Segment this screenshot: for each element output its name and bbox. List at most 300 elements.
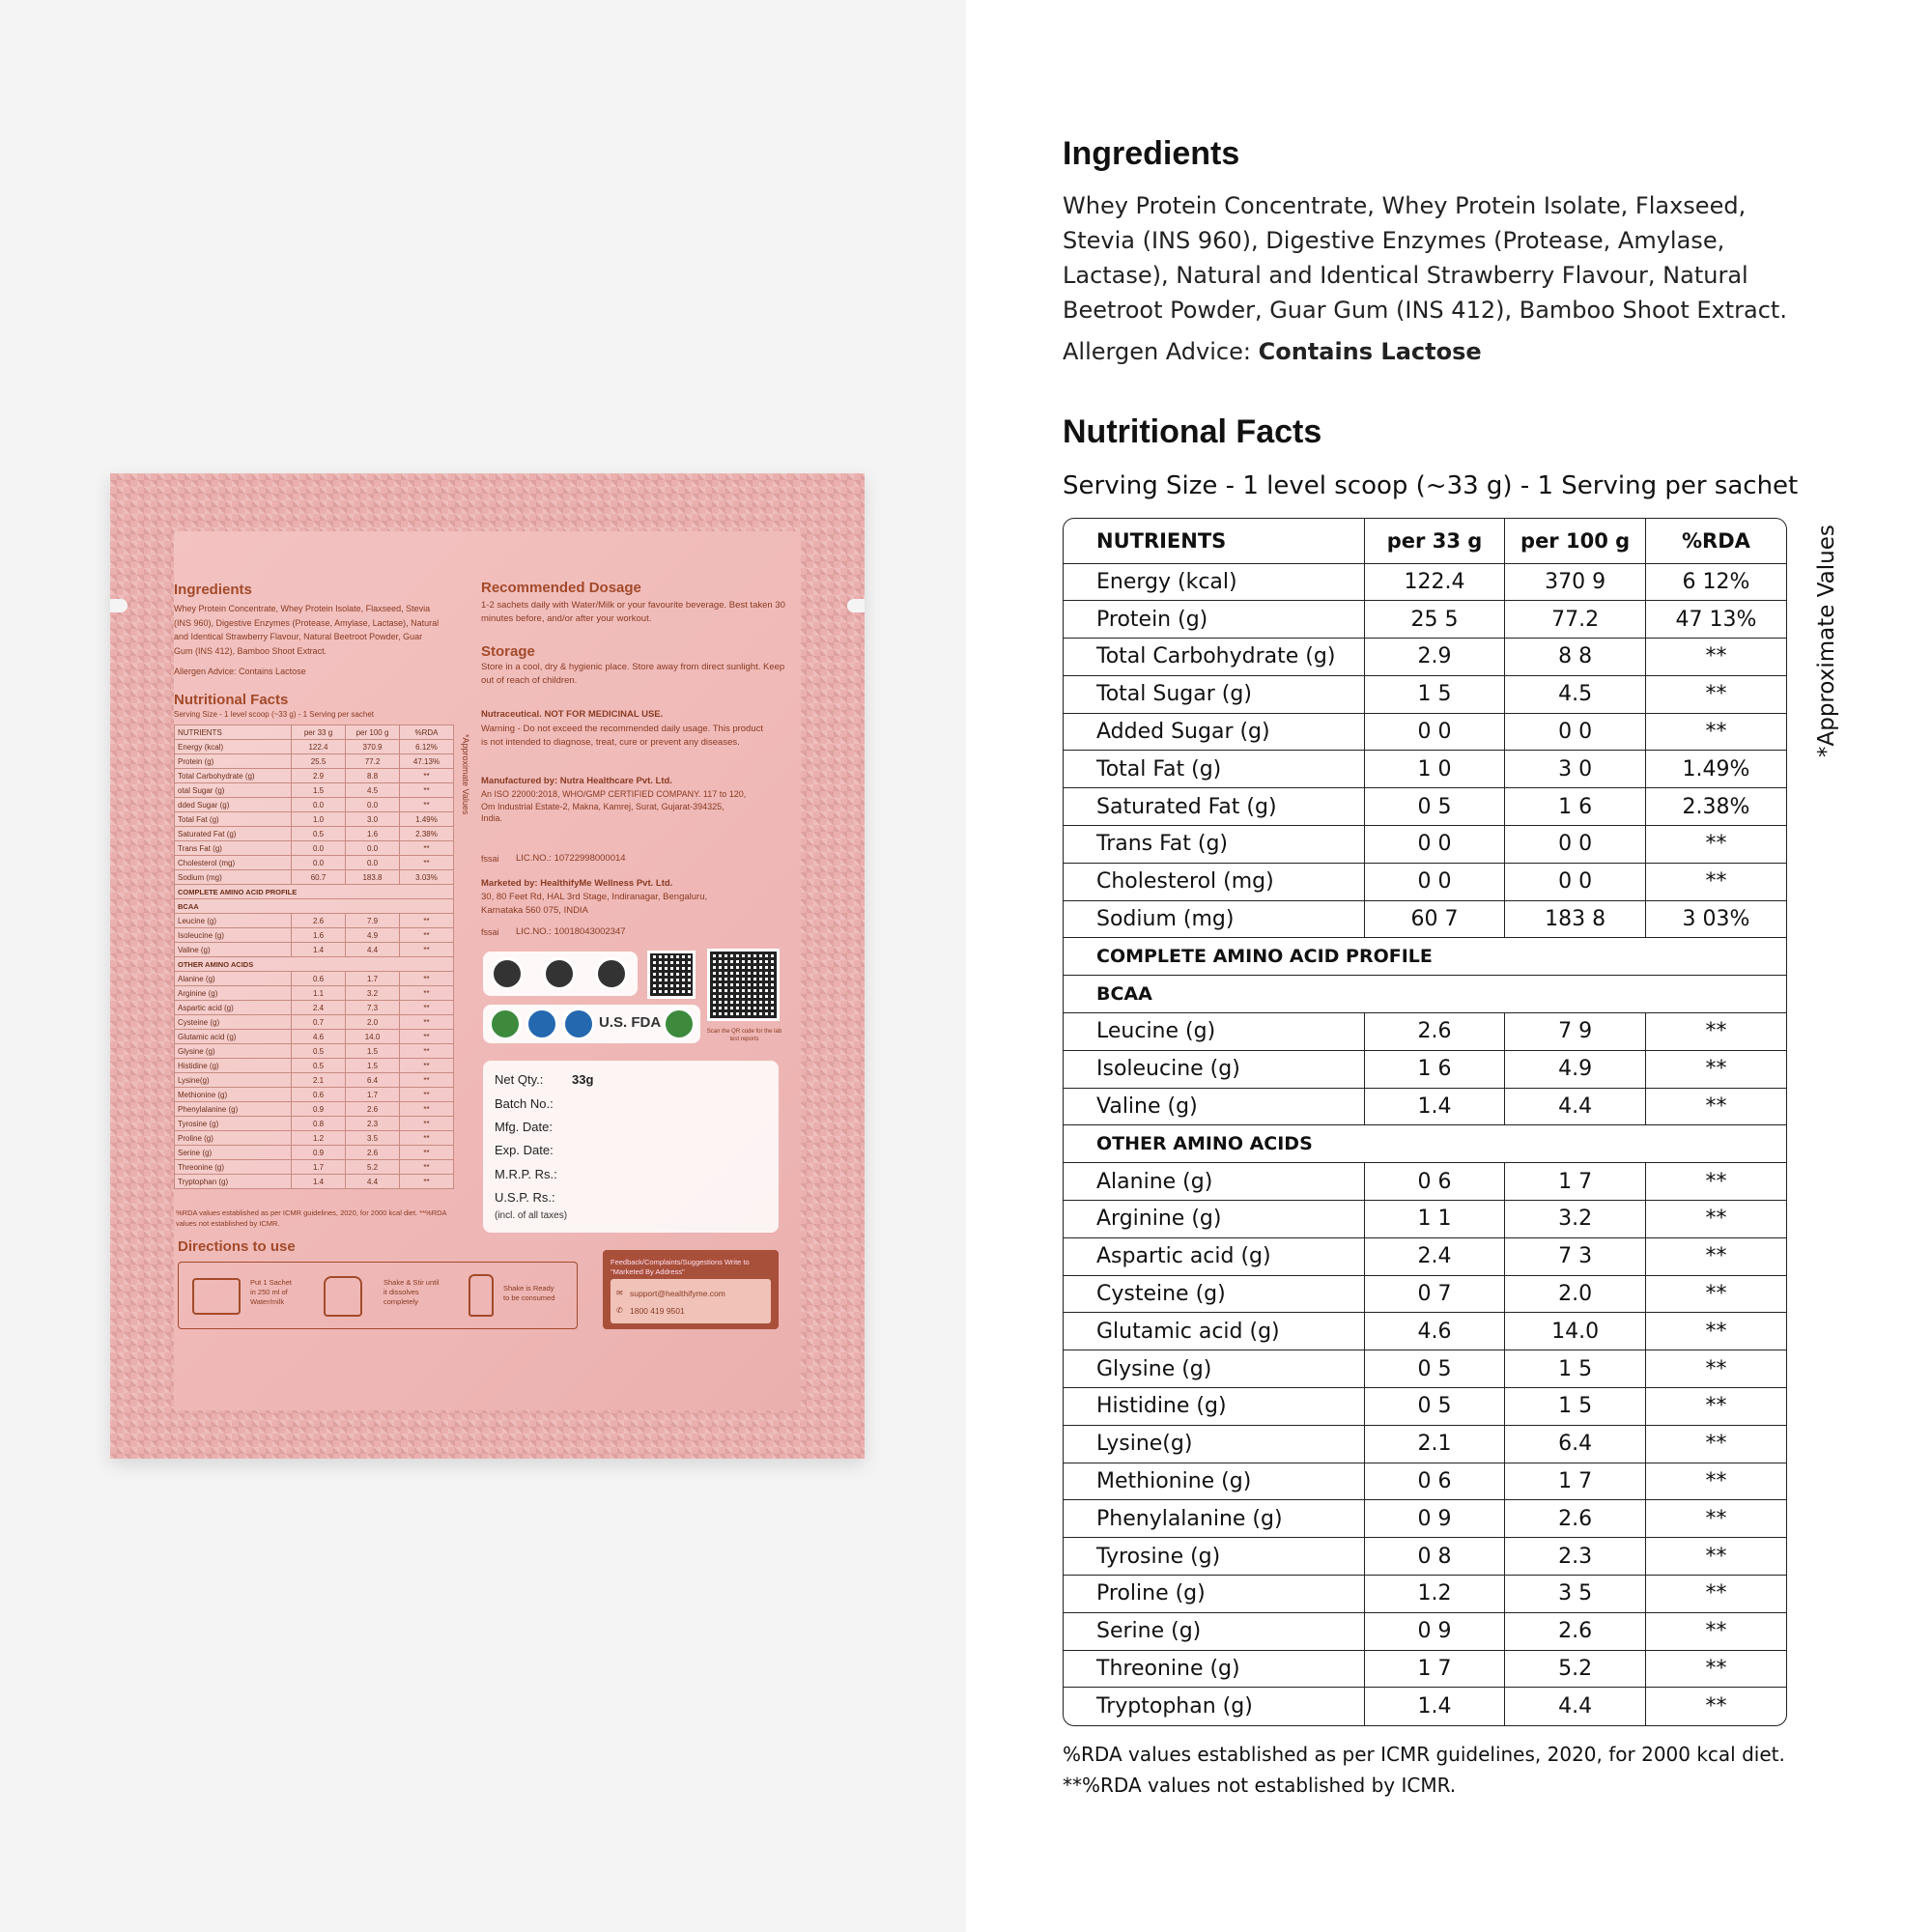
mini-cell: 4.5: [346, 783, 400, 798]
nutrient-value-cell: **: [1645, 1350, 1786, 1388]
nutrient-value-cell: 2.6: [1505, 1500, 1646, 1538]
nutrient-name-cell: Arginine (g): [1064, 1201, 1364, 1238]
sachet-directions-title: Directions to use: [178, 1238, 296, 1255]
nutrient-value-cell: 0 5: [1364, 1388, 1505, 1426]
vegetarian-badge-icon: [663, 1008, 696, 1040]
nutrient-name-cell: Energy (kcal): [1064, 563, 1364, 601]
mini-cell: Glysine (g): [175, 1044, 292, 1059]
sachet-storage-text: Store in a cool, dry & hygienic place. Store away from direct sunlight. Keep out of reach of children.: [481, 662, 785, 686]
nutrient-value-cell: 1 5: [1505, 1350, 1646, 1388]
nutrient-value-cell: 0 0: [1364, 826, 1505, 864]
mini-cell: 2.6: [346, 1146, 400, 1160]
mini-cell: OTHER AMINO ACIDS: [175, 957, 454, 972]
table-row: [1064, 1612, 1786, 1650]
nutrient-value-cell: 2.6: [1364, 1013, 1505, 1051]
nutrient-value-cell: 6 12%: [1645, 563, 1786, 601]
nutrient-name-cell: Added Sugar (g): [1064, 713, 1364, 751]
table-row: [1064, 639, 1786, 676]
mini-row: [175, 798, 454, 812]
mini-cell: 122.4: [292, 740, 346, 754]
nutrient-value-cell: 1.49%: [1645, 751, 1786, 788]
mini-cell: 183.8: [346, 870, 400, 885]
mini-cell: Tyrosine (g): [175, 1117, 292, 1131]
mini-cell: 1.7: [346, 972, 400, 986]
nutrient-name-cell: Trans Fat (g): [1064, 826, 1364, 864]
gmp-badge-icon: [489, 1008, 522, 1040]
table-row: [1064, 1500, 1786, 1538]
mini-cell: 1.7: [292, 1160, 346, 1175]
ready-shaker-icon: [469, 1274, 494, 1317]
mini-cell: Aspartic acid (g): [175, 1001, 292, 1015]
sachet-qr-code-small: [647, 951, 696, 999]
batch-no-label: Batch No.:: [495, 1096, 554, 1111]
nutrient-value-cell: 2.1: [1364, 1425, 1505, 1463]
nutrient-value-cell: **: [1645, 826, 1786, 864]
mini-cell: 47.13%: [400, 754, 454, 769]
mini-cell: 0.9: [292, 1146, 346, 1160]
mini-cell: Glutamic acid (g): [175, 1030, 292, 1044]
sachet-ingredients-title: Ingredients: [174, 582, 252, 598]
mini-cell: 0.6: [292, 1088, 346, 1102]
nutrient-value-cell: 2.4: [1364, 1237, 1505, 1275]
mini-cell: Serine (g): [175, 1146, 292, 1160]
mini-cell: Sodium (mg): [175, 870, 292, 885]
nutrient-value-cell: **: [1645, 1088, 1786, 1125]
direction-step-3: Shake is Ready to be consumed: [503, 1284, 555, 1302]
mini-cell: 0.0: [292, 841, 346, 856]
nutrient-name-cell: Leucine (g): [1064, 1013, 1364, 1051]
sachet-notch-right: [847, 599, 865, 612]
nutrient-name-cell: BCAA: [1064, 976, 1786, 1013]
nutrient-name-cell: Serine (g): [1064, 1612, 1364, 1650]
mini-cell: 4.6: [292, 1030, 346, 1044]
nutrient-value-cell: 14.0: [1505, 1313, 1646, 1350]
mini-cell: dded Sugar (g): [175, 798, 292, 812]
phone-icon: ✆: [616, 1306, 623, 1315]
mini-cell: **: [400, 1059, 454, 1073]
nutrient-value-cell: per 33 g: [1364, 519, 1505, 563]
mini-cell: 0.0: [346, 841, 400, 856]
nutrient-name-cell: Isoleucine (g): [1064, 1050, 1364, 1088]
nutrient-value-cell: 1.4: [1364, 1688, 1505, 1725]
nutrient-value-cell: 183 8: [1505, 900, 1646, 938]
mini-row: [175, 1175, 454, 1189]
mini-row: [175, 1131, 454, 1146]
mini-row: [175, 986, 454, 1001]
mini-cell: 2.6: [346, 1102, 400, 1117]
nutrient-value-cell: 1.2: [1364, 1576, 1505, 1613]
sachet-notch-left: [110, 599, 128, 612]
nutrient-name-cell: Methionine (g): [1064, 1463, 1364, 1500]
nutrient-name-cell: OTHER AMINO ACIDS: [1064, 1125, 1786, 1163]
who-badge-icon: [562, 1008, 595, 1040]
nutrient-name-cell: Tryptophan (g): [1096, 1694, 1253, 1719]
sachet-manufacturer-title: Manufactured by: Nutra Healthcare Pvt. Ltd.: [481, 776, 672, 786]
mini-row: [175, 783, 454, 798]
table-row: [1064, 1650, 1786, 1688]
mini-row: [175, 1146, 454, 1160]
mini-row: [175, 1001, 454, 1015]
nutrient-value-cell: 2.3: [1505, 1538, 1646, 1576]
mini-cell: 0.0: [346, 798, 400, 812]
mini-cell: 3.03%: [400, 870, 454, 885]
mini-cell: 3.5: [346, 1131, 400, 1146]
badge-icon: [595, 957, 628, 990]
nutrient-value-cell: 0 0: [1364, 713, 1505, 751]
iso-badge-icon: [526, 1008, 558, 1040]
mini-cell: 1.49%: [400, 812, 454, 827]
table-row: [1064, 1576, 1786, 1613]
nutrient-value-cell: 0 8: [1364, 1538, 1505, 1576]
nutrient-name-cell: Protein (g): [1064, 601, 1364, 639]
allergen-label: Allergen Advice:: [1063, 338, 1259, 365]
sachet-image: [110, 473, 865, 1459]
nutrient-name-cell: Sodium (mg): [1064, 900, 1364, 938]
mini-cell: 1.5: [346, 1044, 400, 1059]
sachet-dosage-text: 1-2 sachets daily with Water/Milk or your favourite beverage. Best taken 30 minutes before, and/or after your workout.: [481, 600, 785, 624]
nutrition-table-frame: [1063, 518, 1787, 1726]
nutrient-value-cell: **: [1645, 1576, 1786, 1613]
mini-cell: **: [400, 841, 454, 856]
nutrient-value-cell: **: [1645, 1388, 1786, 1426]
nutrient-value-cell: **: [1645, 713, 1786, 751]
mini-cell: **: [400, 1117, 454, 1131]
nutrient-value-cell: 0 6: [1364, 1463, 1505, 1500]
mini-row: [175, 1117, 454, 1131]
email-icon: ✉: [616, 1289, 623, 1297]
nutrient-name-cell: Total Carbohydrate (g): [1064, 639, 1364, 676]
nutrient-value-cell: %RDA: [1645, 519, 1786, 563]
nutrient-value-cell: **: [1645, 675, 1786, 713]
table-row: [1064, 1688, 1786, 1725]
mini-row: [175, 870, 454, 885]
mini-cell: Leucine (g): [175, 914, 292, 928]
nutrient-value-cell: **: [1645, 639, 1786, 676]
mini-section-row: [175, 957, 454, 972]
mini-cell: **: [400, 783, 454, 798]
mini-cell: **: [400, 1102, 454, 1117]
table-row: [1064, 1313, 1786, 1350]
mini-cell: Histidine (g): [175, 1059, 292, 1073]
nutrient-value-cell: 3 5: [1505, 1576, 1646, 1613]
nutrient-value-cell: per 100 g: [1505, 519, 1646, 563]
sachet-allergen: Allergen Advice: Contains Lactose: [174, 667, 306, 676]
mini-cell: **: [400, 1073, 454, 1088]
table-row: [1064, 1237, 1786, 1275]
mini-cell: 2.38%: [400, 827, 454, 841]
net-qty-value: 33g: [572, 1072, 594, 1087]
nutrient-value-cell: **: [1645, 863, 1786, 900]
mini-cell: 0.8: [292, 1117, 346, 1131]
sachet-qr-code-large: [707, 949, 780, 1021]
mini-cell: 3.2: [346, 986, 400, 1001]
mini-cell: 2.9: [292, 769, 346, 783]
mini-cell: **: [400, 972, 454, 986]
table-row: [1064, 863, 1786, 900]
mini-row: [175, 812, 454, 827]
nutrient-value-cell: 47 13%: [1645, 601, 1786, 639]
nutrient-value-cell: 1 0: [1364, 751, 1505, 788]
sachet-mkt-license: LIC.NO.: 10018043002347: [516, 926, 626, 937]
mini-cell: 0.0: [346, 856, 400, 870]
sachet-fssai-logo-2: fssai: [481, 927, 499, 937]
ingredients-title: Ingredients: [1063, 135, 1240, 172]
mini-row: [175, 769, 454, 783]
mini-row: [175, 1030, 454, 1044]
allergen-advice: [1063, 338, 1482, 365]
nutrient-value-cell: **: [1645, 1313, 1786, 1350]
table-row: [1064, 900, 1786, 938]
nutrient-value-cell: 1 6: [1364, 1050, 1505, 1088]
sachet-nutraceutical-title: Nutraceutical. NOT FOR MEDICINAL USE.: [481, 709, 664, 720]
mini-cell: 1.6: [292, 928, 346, 943]
table-row: [1064, 1538, 1786, 1576]
ingredients-text: Whey Protein Concentrate, Whey Protein Isolate, Flaxseed, Stevia (INS 960), Digestive Enzymes (Protease, Amylase, Lactase), Natural and Identical Strawberry Flavour, Natural Beetroot Powder, Guar Gum (INS 412), Bamboo Shoot Extract.: [1063, 192, 1787, 324]
mini-cell: **: [400, 1088, 454, 1102]
table-row: [1064, 675, 1786, 713]
mini-cell: 77.2: [346, 754, 400, 769]
nutrient-name-cell: Tyrosine (g): [1064, 1538, 1364, 1576]
mini-cell: 0.6: [292, 972, 346, 986]
mini-cell: 4.4: [346, 1175, 400, 1189]
sachet-serving: Serving Size - 1 level scoop (~33 g) - 1 Serving per sachet: [174, 710, 374, 719]
mini-cell: 0.7: [292, 1015, 346, 1030]
nutrient-name-cell: Lysine(g): [1064, 1425, 1364, 1463]
nutrient-value-cell: 60 7: [1364, 900, 1505, 938]
mini-cell: 7.3: [346, 1001, 400, 1015]
mini-cell: 2.4: [292, 1001, 346, 1015]
mini-cell: 370.9: [346, 740, 400, 754]
mini-row: [175, 754, 454, 769]
nutrient-value-cell: 0 6: [1364, 1163, 1505, 1201]
nutrient-value-cell: 4.4: [1505, 1688, 1646, 1725]
mini-cell: 4.4: [346, 943, 400, 957]
nutrient-name-cell: Valine (g): [1064, 1088, 1364, 1125]
mini-cell: 7.9: [346, 914, 400, 928]
mini-cell: 5.2: [346, 1160, 400, 1175]
bcaa-heading-row: [1064, 976, 1786, 1013]
nutrient-value-cell: 0 9: [1364, 1612, 1505, 1650]
mini-cell: Phenylalanine (g): [175, 1102, 292, 1117]
sachet-ingredients-text: Whey Protein Concentrate, Whey Protein Isolate, Flaxseed, Stevia (INS 960), Digestive Enzymes (Protease, Amylase, Lactase), Natural and Identical Strawberry Flavour, Natural Beetroot Powder, Guar Gum (INS 412), Bamboo Shoot Extract.: [174, 604, 440, 656]
mini-row: [175, 1160, 454, 1175]
table-row: [1064, 788, 1786, 826]
nutrition-table: [1064, 519, 1786, 1725]
nutrient-value-cell: 0 0: [1505, 863, 1646, 900]
mini-cell: Cholesterol (mg): [175, 856, 292, 870]
nutrient-value-cell: **: [1645, 1050, 1786, 1088]
mini-cell: 25.5: [292, 754, 346, 769]
mini-cell: Proline (g): [175, 1131, 292, 1146]
nutrient-value-cell: **: [1645, 1500, 1786, 1538]
table-row: [1064, 1050, 1786, 1088]
nutrient-value-cell: 0 9: [1364, 1500, 1505, 1538]
other-amino-heading-row: [1064, 1125, 1786, 1163]
mini-row: [175, 1044, 454, 1059]
nutrient-value-cell: **: [1645, 1538, 1786, 1576]
nutrient-value-cell: 3 0: [1505, 751, 1646, 788]
nutrient-value-cell: **: [1645, 1425, 1786, 1463]
mini-cell: Lysine(g): [175, 1073, 292, 1088]
mini-cell: **: [400, 769, 454, 783]
mini-cell: Valine (g): [175, 943, 292, 957]
nutrient-value-cell: **: [1645, 1463, 1786, 1500]
mini-cell: **: [400, 798, 454, 812]
taxes-note: (incl. of all taxes): [495, 1210, 568, 1221]
table-row: [1064, 1463, 1786, 1500]
sachet-fssai-logo-1: fssai: [481, 854, 499, 864]
table-row: [1064, 1088, 1786, 1125]
nutrient-value-cell: **: [1645, 1201, 1786, 1238]
mini-cell: Methionine (g): [175, 1088, 292, 1102]
mini-cell: **: [400, 1044, 454, 1059]
mini-cell: Protein (g): [175, 754, 292, 769]
badge-icon: [491, 957, 524, 990]
nutrient-value-cell: 3.2: [1505, 1201, 1646, 1238]
mini-cell: **: [400, 856, 454, 870]
table-row: [1064, 1163, 1786, 1201]
mini-row: [175, 856, 454, 870]
nutrient-value-cell: 7 3: [1505, 1237, 1646, 1275]
mini-cell: 2.6: [292, 914, 346, 928]
nutrient-name-cell: COMPLETE AMINO ACID PROFILE: [1064, 938, 1786, 976]
mini-cell: 6.12%: [400, 740, 454, 754]
nutrient-value-cell: **: [1645, 1013, 1786, 1051]
table-row: [1064, 563, 1786, 601]
table-row: [1064, 713, 1786, 751]
mini-cell: 2.1: [292, 1073, 346, 1088]
table-row: [1064, 1013, 1786, 1051]
mini-cell: otal Sugar (g): [175, 783, 292, 798]
sachet-approx-note: *Approximate Values: [461, 734, 470, 815]
table-row: [1064, 751, 1786, 788]
shaker-icon: [324, 1276, 362, 1317]
mini-cell: 60.7: [292, 870, 346, 885]
mini-cell: 0.9: [292, 1102, 346, 1117]
nutrient-value-cell: 1.4: [1364, 1088, 1505, 1125]
mrp-label: M.R.P. Rs.:: [495, 1167, 557, 1181]
mini-cell: 6.4: [346, 1073, 400, 1088]
mini-cell: %RDA: [400, 725, 454, 740]
nutrient-value-cell: **: [1645, 1688, 1786, 1725]
direction-step-1: Put 1 Sachet in 250 ml of Water/milk: [250, 1278, 292, 1306]
mini-cell: per 33 g: [292, 725, 346, 740]
nutrient-value-cell: **: [1645, 1237, 1786, 1275]
nutrient-name-cell: Threonine (g): [1064, 1650, 1364, 1688]
nutrient-name-cell: Histidine (g): [1064, 1388, 1364, 1426]
serving-size: Serving Size - 1 level scoop (~33 g) - 1 Serving per sachet: [1063, 471, 1799, 500]
mini-cell: Energy (kcal): [175, 740, 292, 754]
nutrient-value-cell: 0 5: [1364, 1350, 1505, 1388]
sachet-dosage-title: Recommended Dosage: [481, 580, 641, 596]
mini-cell: Arginine (g): [175, 986, 292, 1001]
nutrient-value-cell: 1 7: [1364, 1650, 1505, 1688]
exp-date-label: Exp. Date:: [495, 1143, 554, 1157]
mini-cell: **: [400, 1001, 454, 1015]
nutrient-value-cell: **: [1645, 1612, 1786, 1650]
nutrient-value-cell: 25 5: [1364, 601, 1505, 639]
sachet-badge-strip-1: [483, 952, 638, 996]
table-row: [1064, 1201, 1786, 1238]
sachet-marketer-title: Marketed by: HealthifyMe Wellness Pvt. Ltd.: [481, 878, 673, 889]
badge-icon: [543, 957, 576, 990]
mini-cell: 4.9: [346, 928, 400, 943]
nutrient-value-cell: 77.2: [1505, 601, 1646, 639]
mini-section-row: [175, 899, 454, 914]
table-row: [1064, 1275, 1786, 1313]
nutrient-value-cell: 370 9: [1505, 563, 1646, 601]
mini-cell: **: [400, 1146, 454, 1160]
mini-cell: **: [400, 943, 454, 957]
sachet-feedback-box: [603, 1250, 779, 1329]
mini-cell: **: [400, 1030, 454, 1044]
nutrient-value-cell: **: [1645, 1275, 1786, 1313]
mini-row: [175, 972, 454, 986]
mini-cell: Isoleucine (g): [175, 928, 292, 943]
sachet-directions-box: [178, 1262, 578, 1329]
table-header-row: [1064, 519, 1786, 563]
mini-row: [175, 1059, 454, 1073]
mini-cell: **: [400, 1175, 454, 1189]
table-row: [1064, 1425, 1786, 1463]
nutrient-name-cell: Total Fat (g): [1064, 751, 1364, 788]
feedback-title: Feedback/Complaints/Suggestions Write to "Marketed By Address": [611, 1258, 750, 1276]
mini-cell: 0.5: [292, 827, 346, 841]
nutrient-value-cell: 1 1: [1364, 1201, 1505, 1238]
mini-cell: 2.0: [346, 1015, 400, 1030]
sachet-glass-icon: [192, 1278, 241, 1315]
sachet-storage-title: Storage: [481, 643, 535, 660]
mini-header-row: [175, 725, 454, 740]
nutrient-value-cell: 5.2: [1505, 1650, 1646, 1688]
mini-cell: 0.0: [292, 798, 346, 812]
mini-cell: Trans Fat (g): [175, 841, 292, 856]
mini-cell: 1.2: [292, 1131, 346, 1146]
feedback-contact-area: [611, 1279, 771, 1323]
approximate-values-note: *Approximate Values: [1814, 525, 1839, 757]
nutrient-value-cell: 4.4: [1505, 1088, 1646, 1125]
mini-cell: 1.0: [292, 812, 346, 827]
nutrient-value-cell: 4.5: [1505, 675, 1646, 713]
nutrient-name-cell: Cholesterol (mg): [1064, 863, 1364, 900]
mini-cell: 0.5: [292, 1059, 346, 1073]
mini-cell: Cysteine (g): [175, 1015, 292, 1030]
mini-row: [175, 827, 454, 841]
nutrient-name-cell: Total Sugar (g): [1064, 675, 1364, 713]
amino-profile-heading-row: [1064, 938, 1786, 976]
nutrient-value-cell: 3 03%: [1645, 900, 1786, 938]
nutrient-value-cell: 6.4: [1505, 1425, 1646, 1463]
mini-cell: Total Fat (g): [175, 812, 292, 827]
nutrient-name-cell: Proline (g): [1064, 1576, 1364, 1613]
nutrient-value-cell: 0 7: [1364, 1275, 1505, 1313]
sachet-marketer-text: 30, 80 Feet Rd, HAL 3rd Stage, Indiranagar, Bengaluru, Karnataka 560 075, INDIA: [481, 892, 708, 916]
nutrition-title: Nutritional Facts: [1063, 413, 1322, 450]
nutrient-name-cell: Glutamic acid (g): [1064, 1313, 1364, 1350]
mini-cell: 1.5: [346, 1059, 400, 1073]
sachet-qr-caption: Scan the QR code for the lab test reports: [706, 1029, 782, 1042]
mini-cell: **: [400, 914, 454, 928]
nutrient-value-cell: 0 0: [1505, 713, 1646, 751]
mini-cell: 14.0: [346, 1030, 400, 1044]
mini-cell: NUTRIENTS: [175, 725, 292, 740]
mini-row: [175, 740, 454, 754]
mini-cell: 0.5: [292, 1044, 346, 1059]
table-row: [1064, 826, 1786, 864]
nutrient-name-cell: Alanine (g): [1064, 1163, 1364, 1201]
mini-cell: Alanine (g): [175, 972, 292, 986]
net-qty-label: Net Qty.:: [495, 1072, 544, 1087]
